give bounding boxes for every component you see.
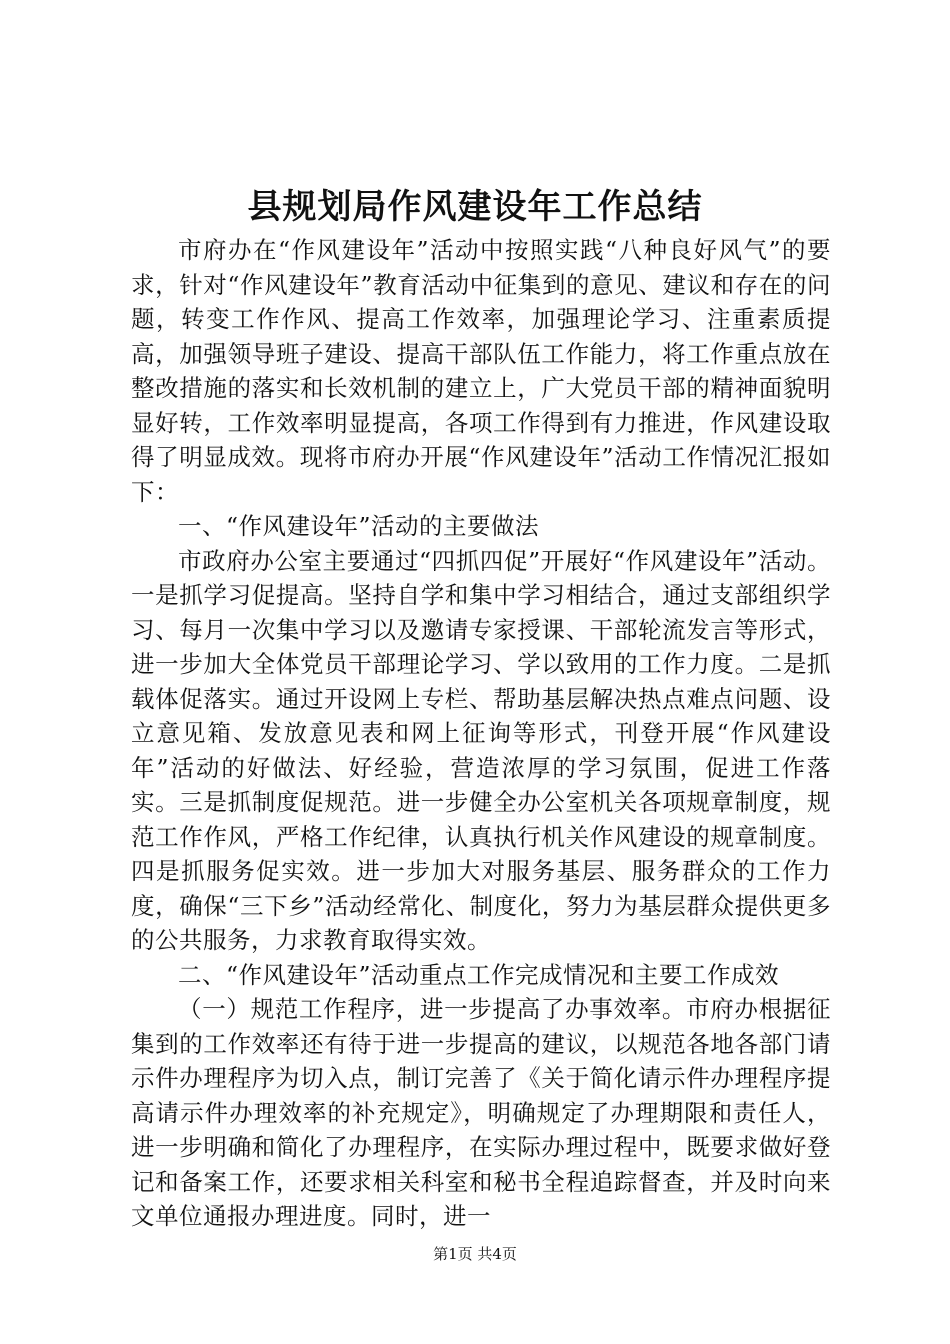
document-title: 县规划局作风建设年工作总结 [247,187,703,227]
page-footer: 第1页 共4页 [433,1245,517,1263]
section-2-paragraph: （一）规范工作程序，进一步提高了办事效率。市府办根据征集到的工作效率还有待于进一步提高的建议，以规范各地各部门请示件办理程序为切入点，制订完善了《关于简化请示件办理程序提高请示件办理效率的补充规定》，明确规定了办理期限和责任人，进一步明确和简化了办理程序，在实际办理过程中，既要求做好登记和备案工作，还要求相关科室和秘书全程追踪督查，并及时向来文单位通报办理进度。同时，进一 [131,995,831,1230]
section-heading-1: 一、“作风建设年”活动的主要做法 [178,512,540,540]
intro-paragraph: 市府办在“作风建设年”活动中按照实践“八种良好风气”的要求，针对“作风建设年”教育活动中征集到的意见、建议和存在的问题，转变工作作风、提高工作效率，加强理论学习、注重素质提高，加强领导班子建设、提高干部队伍工作能力，将工作重点放在整改措施的落实和长效机制的建立上，广大党员干部的精神面貌明显好转，工作效率明显提高，各项工作得到有力推进，作风建设取得了明显成效。现将市府办开展“作风建设年”活动工作情况汇报如下： [131,236,831,506]
section-heading-2: 二、“作风建设年”活动重点工作完成情况和主要工作成效 [178,960,780,989]
section-1-paragraph: 市政府办公室主要通过“四抓四促”开展好“作风建设年”活动。一是抓学习促提高。坚持自学和集中学习相结合，通过支部组织学习、每月一次集中学习以及邀请专家授课、干部轮流发言等形式，进一步加大全体党员干部理论学习、学以致用的工作力度。二是抓载体促落实。通过开设网上专栏、帮助基层解决热点难点问题、设立意见箱、发放意见表和网上征询等形式，刊登开展“作风建设年”活动的好做法、好经验，营造浓厚的学习氛围，促进工作落实。三是抓制度促规范。进一步健全办公室机关各项规章制度，规范工作作风，严格工作纪律，认真执行机关作风建设的规章制度。四是抓服务促实效。进一步加大对服务基层、服务群众的工作力度，确保“三下乡”活动经常化、制度化，努力为基层群众提供更多的公共服务，力求教育取得实效。 [131,546,831,954]
document-body [131,233,831,1234]
